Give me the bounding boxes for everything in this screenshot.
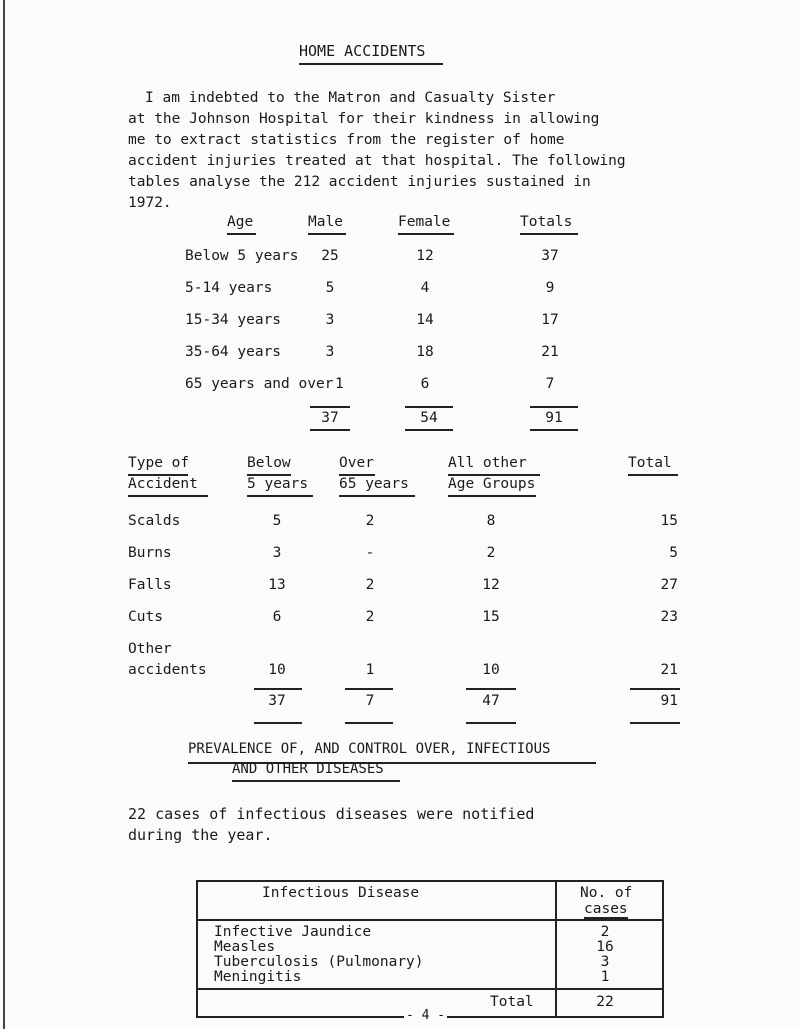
intro-line: I am indebted to the Matron and Casualty Sister xyxy=(145,90,556,106)
type-row-label: Cuts xyxy=(128,609,163,625)
type-row-over65: 2 xyxy=(365,609,375,625)
age-totals-total-underline xyxy=(530,429,578,431)
disease-total-label: Total xyxy=(490,994,534,1010)
type-header-col4-l1: All other xyxy=(448,455,527,471)
age-row-male: 3 xyxy=(325,312,335,328)
type-row-label: Falls xyxy=(128,577,172,593)
type-row-below5: 13 xyxy=(268,577,286,593)
age-row-total: 9 xyxy=(545,280,555,296)
type-header-col2-l2: 5 years xyxy=(247,476,309,492)
age-row-total: 37 xyxy=(541,248,559,264)
type-total-below5: 37 xyxy=(268,693,286,709)
age-row-label: 35-64 years xyxy=(185,344,282,360)
intro-line: at the Johnson Hospital for their kindness in allowing xyxy=(128,111,600,127)
type-row-other: 12 xyxy=(482,577,500,593)
age-row-female: 14 xyxy=(416,312,434,328)
age-female-total-underline xyxy=(405,429,453,431)
type-total-underline xyxy=(254,722,302,724)
type-header-col3-l2: 65 years xyxy=(339,476,409,492)
age-row-male: 1 xyxy=(335,376,344,392)
type-row-label-l1: Other xyxy=(128,641,172,657)
type-total-rule xyxy=(630,688,680,690)
disease-header-cases-underline xyxy=(584,917,628,919)
intro-line: tables analyse the 212 accident injuries sustained in xyxy=(128,174,591,190)
disease-row-name: Infective Jaundice xyxy=(214,924,372,940)
disease-row-cases: 16 xyxy=(596,939,614,955)
age-row-female: 4 xyxy=(420,280,430,296)
type-row-other: 15 xyxy=(482,609,500,625)
type-total-all: 91 xyxy=(660,693,678,709)
disease-box-header-rule xyxy=(196,919,664,921)
type-total-underline xyxy=(345,722,393,724)
age-totals-total-rule xyxy=(530,406,578,408)
type-row-below5: 10 xyxy=(268,662,286,678)
type-row-total: 27 xyxy=(660,577,678,593)
type-header-col1-l2: Accident xyxy=(128,476,198,492)
type-header-col4-ul2 xyxy=(448,495,536,497)
disease-box-left xyxy=(196,880,198,1018)
type-row-total: 23 xyxy=(660,609,678,625)
type-row-label: Scalds xyxy=(128,513,181,529)
intro-line: accident injuries treated at that hospital. The following xyxy=(128,153,626,169)
section2-text: during the year. xyxy=(128,826,273,844)
age-row-total: 17 xyxy=(541,312,559,328)
type-total-rule xyxy=(345,688,393,690)
section2-text: 22 cases of infectious diseases were notified xyxy=(128,805,535,823)
age-male-total-rule xyxy=(310,406,350,408)
totals-header-underline xyxy=(520,233,578,235)
age-female-total-rule xyxy=(405,406,453,408)
type-row-other: 10 xyxy=(482,662,500,678)
disease-header-cases-l1: No. of xyxy=(580,885,633,901)
age-row-male: 3 xyxy=(325,344,335,360)
disease-box-right xyxy=(662,880,664,1018)
age-header-totals: Totals xyxy=(520,214,573,230)
type-row-over65: 1 xyxy=(365,662,375,678)
age-row-label: Below 5 years xyxy=(185,248,299,264)
disease-header-cases-l2: cases xyxy=(584,901,628,917)
age-total-female: 54 xyxy=(420,410,438,426)
type-row-below5: 6 xyxy=(272,609,282,625)
disease-row-cases: 3 xyxy=(600,954,610,970)
male-header-underline xyxy=(308,233,346,235)
intro-line: 1972. xyxy=(128,195,172,211)
type-row-over65: - xyxy=(365,545,375,561)
type-header-col5: Total xyxy=(628,455,672,471)
age-row-label: 65 years and over xyxy=(185,376,334,392)
scan-margin-line xyxy=(3,0,5,1029)
type-header-col2-ul2 xyxy=(247,495,313,497)
age-row-total: 7 xyxy=(545,376,555,392)
age-row-female: 6 xyxy=(420,376,430,392)
disease-total-value: 22 xyxy=(596,994,614,1010)
type-header-col1-l1: Type of xyxy=(128,455,190,471)
type-total-rule xyxy=(466,688,516,690)
type-header-col3-ul2 xyxy=(339,495,415,497)
type-row-label-l2: accidents xyxy=(128,662,207,678)
type-header-col4-l2: Age Groups xyxy=(448,476,536,492)
section2-title-line1: PREVALENCE OF, AND CONTROL OVER, INFECTIOUS xyxy=(188,741,551,757)
age-header-underline xyxy=(227,233,256,235)
age-header-female: Female xyxy=(398,214,451,230)
disease-row-cases: 2 xyxy=(600,924,610,940)
section2-title-underline2 xyxy=(232,780,400,782)
age-total-male: 37 xyxy=(321,410,339,426)
type-header-col2-l1: Below xyxy=(247,455,291,471)
type-header-col1-ul2 xyxy=(128,495,208,497)
disease-box-top xyxy=(196,880,664,882)
type-row-other: 2 xyxy=(486,545,496,561)
age-header-age: Age xyxy=(227,214,254,230)
disease-row-name: Measles xyxy=(214,939,276,955)
heading-underline xyxy=(299,63,443,65)
disease-box-divider xyxy=(555,880,557,1018)
age-row-female: 18 xyxy=(416,344,434,360)
type-row-total: 15 xyxy=(660,513,678,529)
female-header-underline xyxy=(398,233,454,235)
page-heading: HOME ACCIDENTS xyxy=(299,42,426,60)
type-row-over65: 2 xyxy=(365,577,375,593)
type-total-over65: 7 xyxy=(365,693,375,709)
type-total-underline xyxy=(466,722,516,724)
type-row-below5: 5 xyxy=(272,513,282,529)
age-row-female: 12 xyxy=(416,248,434,264)
type-row-total: 21 xyxy=(660,662,678,678)
type-total-other: 47 xyxy=(482,693,500,709)
age-row-label: 5-14 years xyxy=(185,280,273,296)
type-row-total: 5 xyxy=(669,545,678,561)
page-number: - 4 - xyxy=(406,1008,446,1023)
age-row-male: 5 xyxy=(325,280,335,296)
disease-header-label: Infectious Disease xyxy=(262,885,420,901)
age-header-male: Male xyxy=(308,214,343,230)
section2-title-line2: AND OTHER DISEASES xyxy=(232,761,384,777)
type-total-underline xyxy=(630,722,680,724)
type-header-col5-ul xyxy=(628,474,678,476)
type-row-over65: 2 xyxy=(365,513,375,529)
age-row-total: 21 xyxy=(541,344,559,360)
age-row-male: 25 xyxy=(321,248,339,264)
age-row-label: 15-34 years xyxy=(185,312,282,328)
type-row-below5: 3 xyxy=(272,545,282,561)
age-total-all: 91 xyxy=(545,410,563,426)
type-header-col3-l1: Over xyxy=(339,455,374,471)
disease-row-cases: 1 xyxy=(600,969,610,985)
type-row-label: Burns xyxy=(128,545,172,561)
intro-line: me to extract statistics from the register of home xyxy=(128,132,565,148)
disease-row-name: Tuberculosis (Pulmonary) xyxy=(214,954,424,970)
type-total-rule xyxy=(254,688,302,690)
age-male-total-underline xyxy=(310,429,350,431)
type-row-other: 8 xyxy=(486,513,496,529)
disease-box-total-rule xyxy=(196,988,664,990)
disease-row-name: Meningitis xyxy=(214,969,302,985)
